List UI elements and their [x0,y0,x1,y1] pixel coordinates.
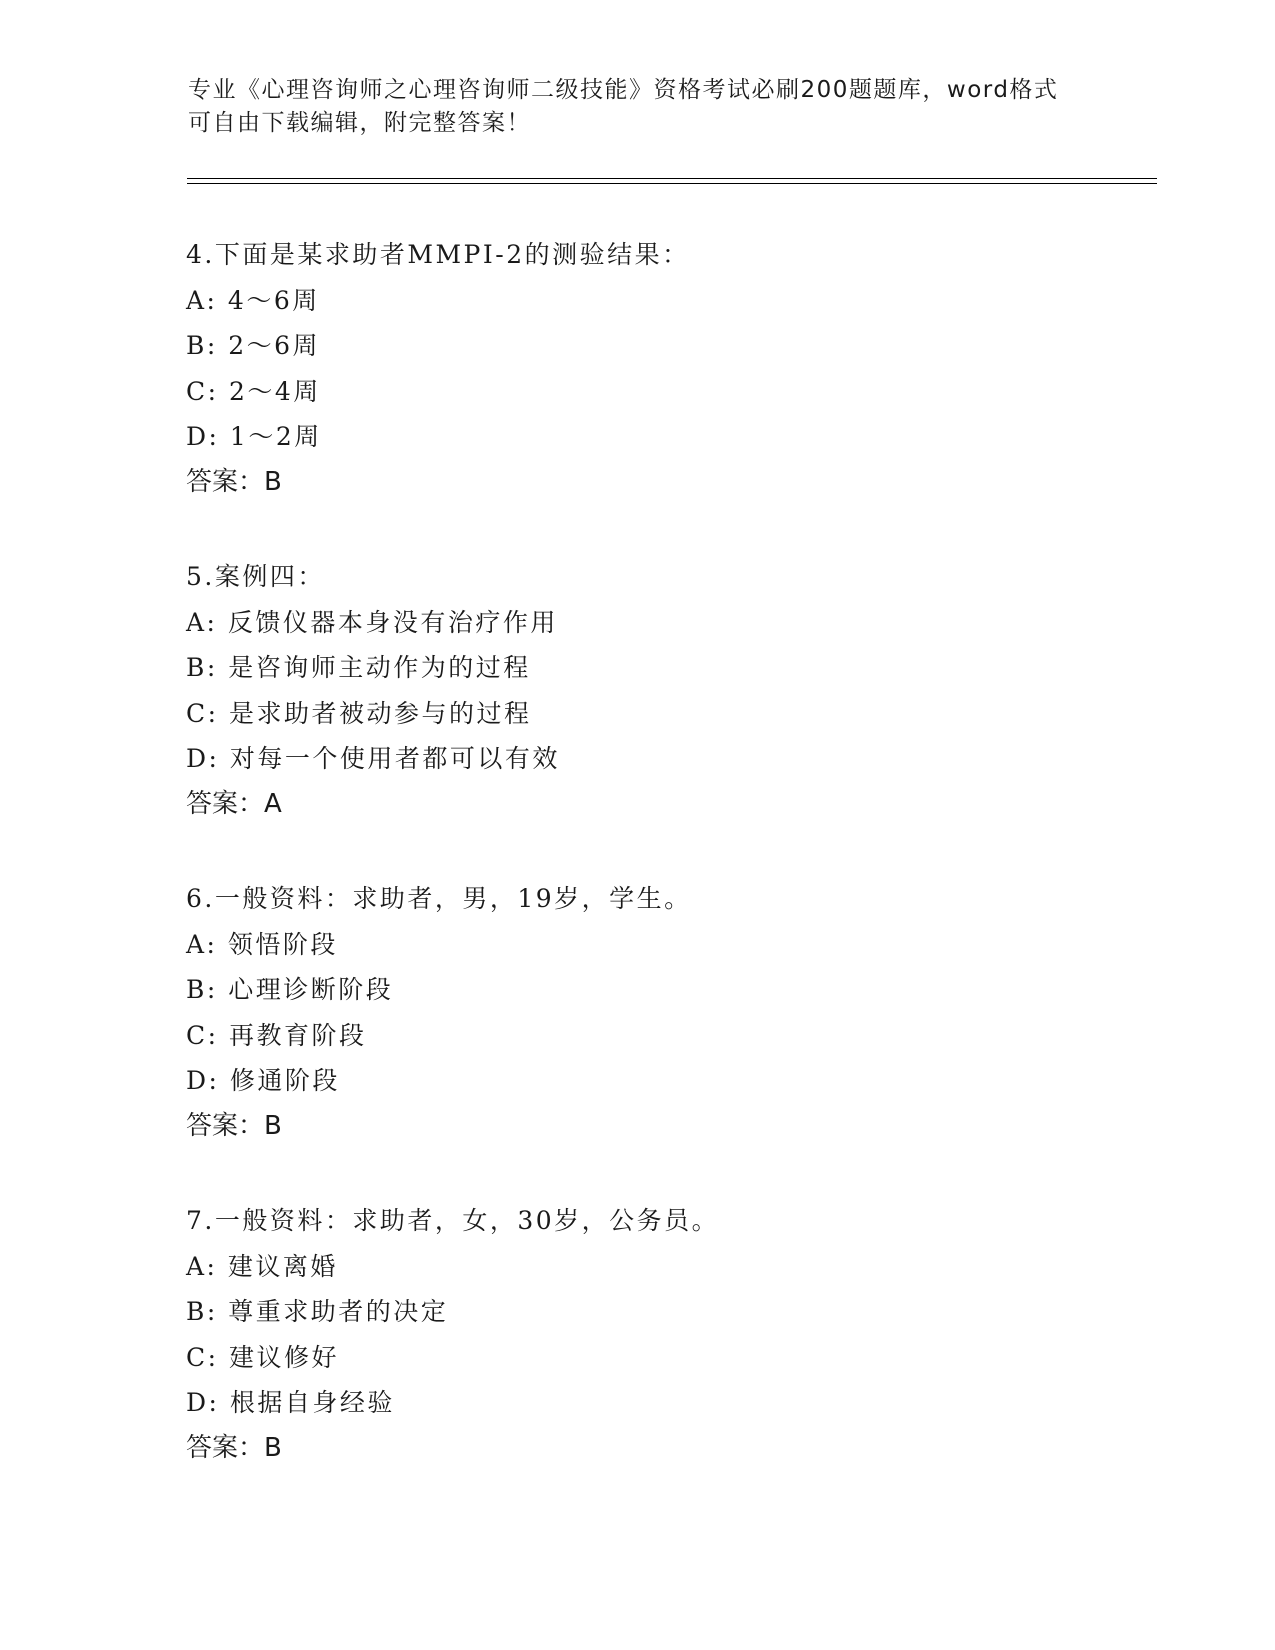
option-b: B: 心理诊断阶段 [186,975,394,1004]
option-a: A: 反馈仪器本身没有治疗作用 [186,607,558,637]
header-line-1: 专业《心理咨询师之心理咨询师二级技能》资格考试必刷200题题库，word格式 [188,77,1059,103]
header-line-2: 可自由下载编辑，附完整答案！ [188,110,531,136]
option-a: A: 4～6周 [186,285,320,315]
question-item [186,1198,1186,1471]
option-c: C: 再教育阶段 [186,1020,367,1050]
option-d: D: 修通阶段 [186,1066,340,1095]
answer-label: 答案：B [186,466,282,497]
question-stem: 4.下面是某求助者MMPI-2的测验结果： [186,240,690,269]
question-stem: 5.案例四： [186,562,325,591]
question-stem: 7.一般资料：求助者，女，30岁，公务员。 [186,1206,720,1235]
header-divider-bottom [187,183,1157,184]
option-c: C: 是求助者被动参与的过程 [186,698,532,728]
question-item [186,554,1186,827]
option-a: A: 领悟阶段 [186,929,338,959]
option-c: C: 建议修好 [186,1342,339,1372]
question-stem: 6.一般资料：求助者，男，19岁，学生。 [186,884,692,913]
document-header [188,74,1088,140]
option-d: D: 对每一个使用者都可以有效 [186,744,560,773]
option-b: B: 是咨询师主动作为的过程 [186,653,531,682]
option-b: B: 2～6周 [186,331,321,360]
answer-label: 答案：B [186,1110,282,1141]
option-b: B: 尊重求助者的决定 [186,1297,449,1326]
option-d: D: 1～2周 [186,422,322,451]
header-divider-top [187,178,1157,179]
question-list [186,232,1186,1520]
answer-label: 答案：B [186,1432,282,1463]
question-item [186,232,1186,505]
option-a: A: 建议离婚 [186,1251,338,1281]
answer-label: 答案：A [186,788,282,819]
option-c: C: 2～4周 [186,376,321,406]
option-d: D: 根据自身经验 [186,1388,395,1417]
question-item [186,876,1186,1149]
